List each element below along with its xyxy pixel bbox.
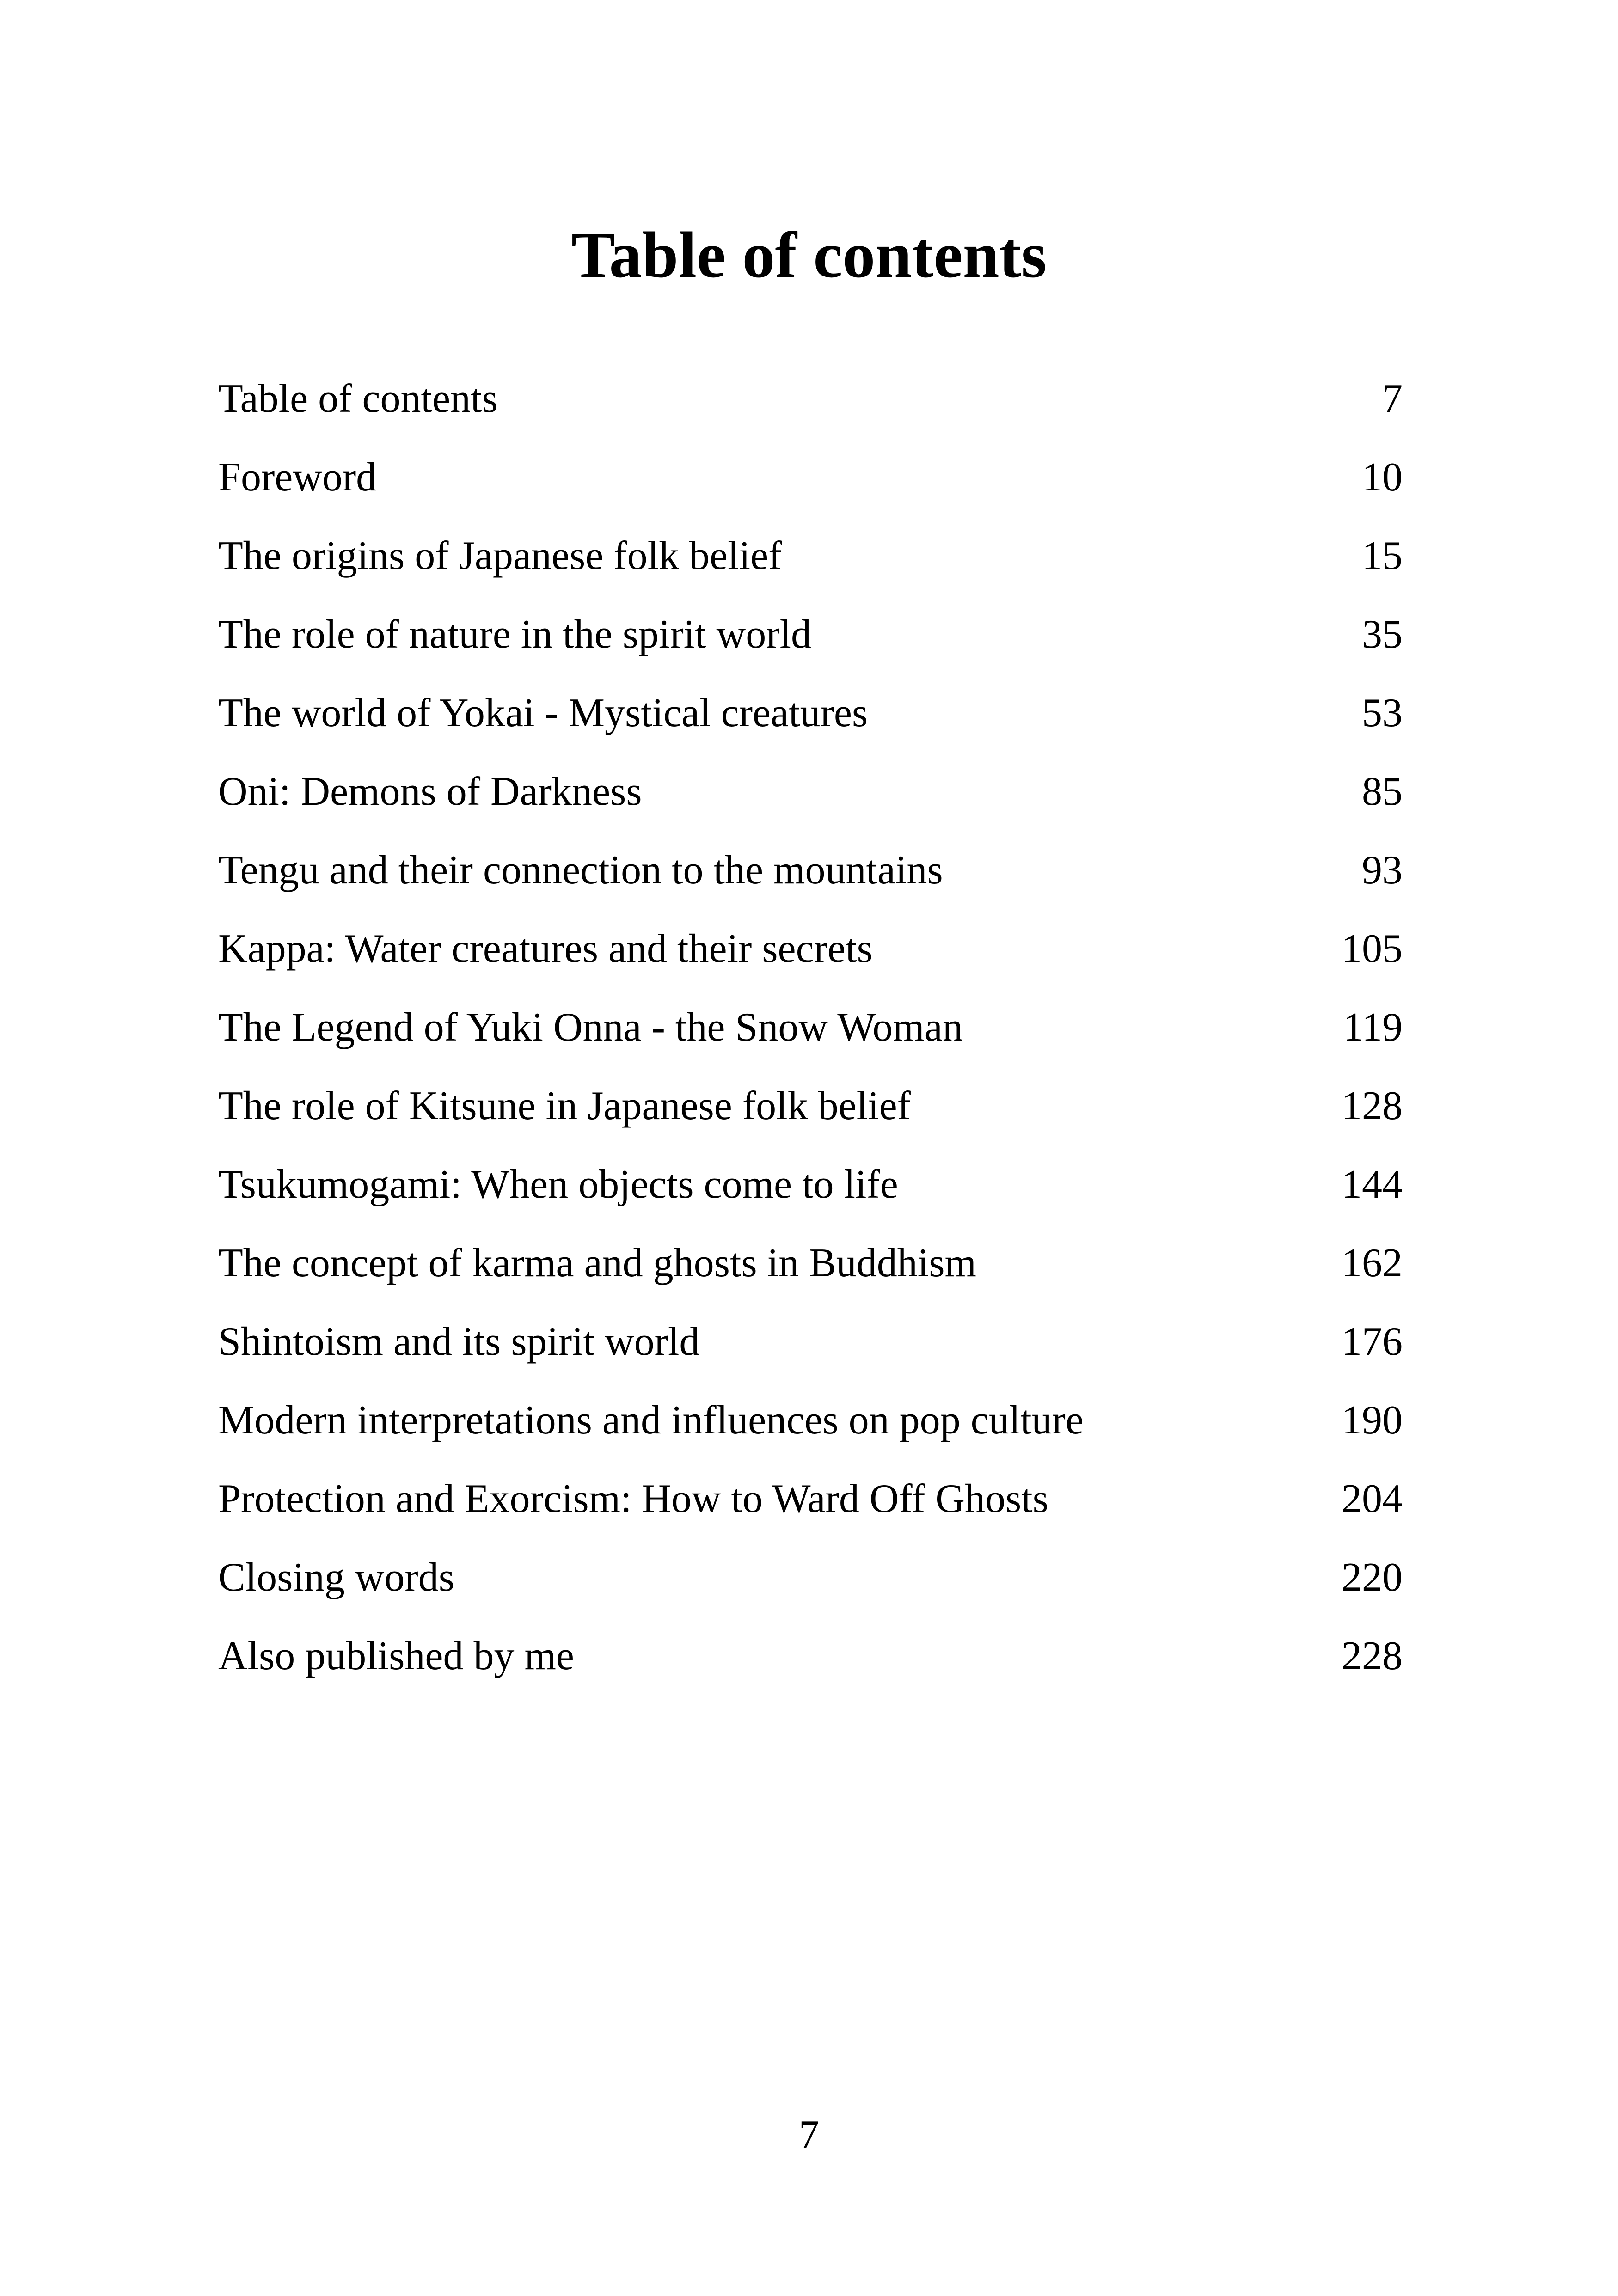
- toc-entry-title: Protection and Exorcism: How to Ward Off Ghosts: [218, 1476, 1048, 1521]
- page-title: Table of contents: [571, 218, 1047, 291]
- toc-entry-title: Closing words: [218, 1555, 454, 1600]
- toc-entry-title: Tsukumogami: When objects come to life: [218, 1162, 898, 1207]
- toc-entry-page: 105: [1342, 926, 1403, 971]
- toc-entry[interactable]: [218, 1538, 1403, 1617]
- toc-entry-page: 85: [1362, 769, 1403, 814]
- toc-entry[interactable]: [218, 1617, 1403, 1696]
- toc-entry[interactable]: [218, 988, 1403, 1067]
- toc-list: [218, 360, 1403, 1696]
- toc-entry-page: 144: [1342, 1162, 1403, 1207]
- toc-entry-title: Shintoism and its spirit world: [218, 1319, 700, 1364]
- toc-entry-title: Also published by me: [218, 1634, 574, 1678]
- toc-entry-page: 204: [1342, 1476, 1403, 1521]
- toc-entry[interactable]: [218, 674, 1403, 753]
- toc-entry[interactable]: [218, 595, 1403, 674]
- toc-entry-title: Oni: Demons of Darkness: [218, 769, 642, 814]
- toc-entry-title: The origins of Japanese folk belief: [218, 533, 782, 578]
- toc-entry-title: Foreword: [218, 455, 377, 500]
- toc-entry-page: 228: [1342, 1634, 1403, 1678]
- toc-entry-page: 10: [1362, 455, 1403, 500]
- toc-entry-page: 176: [1342, 1319, 1403, 1364]
- toc-entry[interactable]: [218, 1460, 1403, 1538]
- toc-entry-page: 162: [1342, 1241, 1403, 1286]
- toc-entry[interactable]: [218, 1303, 1403, 1381]
- toc-entry-page: 119: [1343, 1005, 1403, 1050]
- toc-entry-page: 220: [1342, 1555, 1403, 1600]
- toc-entry-title: The world of Yokai - Mystical creatures: [218, 691, 868, 735]
- toc-entry-page: 190: [1342, 1398, 1403, 1443]
- toc-entry[interactable]: [218, 910, 1403, 988]
- toc-entry-title: Table of contents: [218, 376, 498, 421]
- toc-entry-page: 53: [1362, 691, 1403, 735]
- toc-entry-page: 7: [1382, 376, 1403, 421]
- toc-entry[interactable]: [218, 1145, 1403, 1224]
- toc-entry[interactable]: [218, 831, 1403, 910]
- toc-entry-title: Modern interpretations and influences on pop culture: [218, 1398, 1084, 1443]
- toc-entry[interactable]: [218, 360, 1403, 438]
- toc-entry-page: 35: [1362, 612, 1403, 657]
- toc-entry-title: The role of Kitsune in Japanese folk belief: [218, 1084, 911, 1128]
- toc-entry-title: The role of nature in the spirit world: [218, 612, 811, 657]
- toc-entry-page: 93: [1362, 848, 1403, 893]
- toc-entry-page: 15: [1362, 533, 1403, 578]
- toc-entry[interactable]: [218, 1224, 1403, 1303]
- page-number: 7: [799, 2112, 819, 2157]
- toc-entry-title: Kappa: Water creatures and their secrets: [218, 926, 873, 971]
- toc-entry-title: The concept of karma and ghosts in Buddhism: [218, 1241, 976, 1286]
- toc-entry[interactable]: [218, 1381, 1403, 1460]
- toc-entry[interactable]: [218, 1067, 1403, 1145]
- toc-entry[interactable]: [218, 753, 1403, 831]
- toc-entry-title: Tengu and their connection to the mountains: [218, 848, 943, 893]
- toc-entry-title: The Legend of Yuki Onna - the Snow Woman: [218, 1005, 963, 1050]
- toc-entry[interactable]: [218, 438, 1403, 517]
- toc-entry-page: 128: [1342, 1084, 1403, 1128]
- toc-entry[interactable]: [218, 517, 1403, 595]
